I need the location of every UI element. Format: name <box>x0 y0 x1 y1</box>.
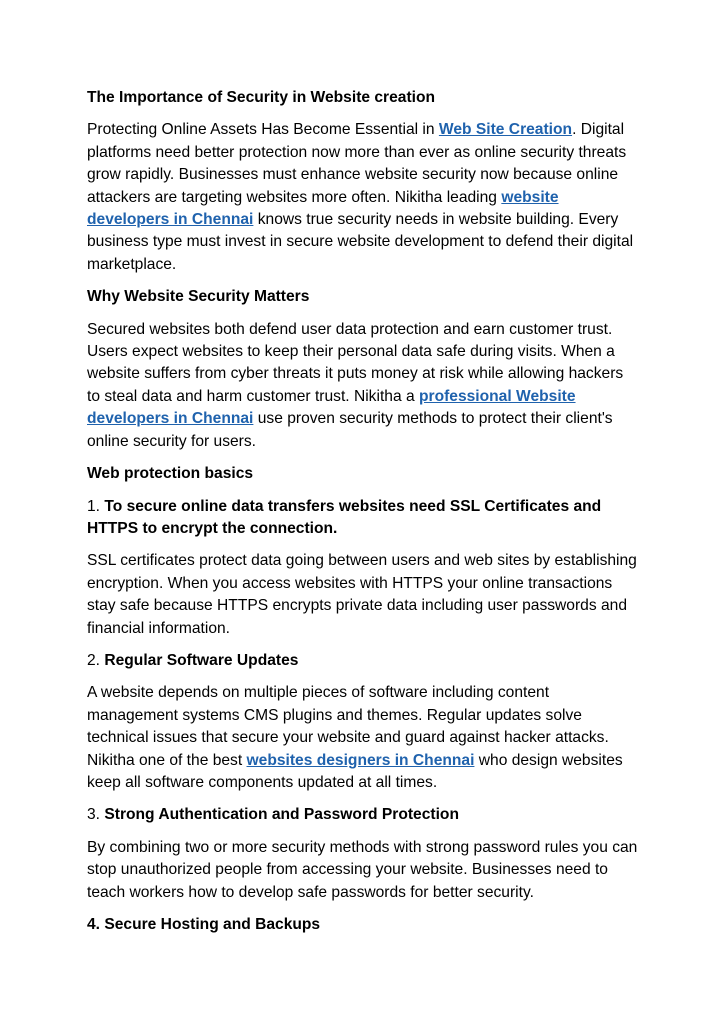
intro-paragraph <box>87 119 640 276</box>
item3-heading <box>87 804 640 826</box>
item2-text-2: who design websites keep all software components updated at all times. <box>87 751 623 791</box>
item2-text-1: A website depends on multiple pieces of software including content management systems CMS plugins and themes. Regular updates solve technical issues that secure your website and guard against hacker attacks. Nikitha one of the best <box>87 684 609 769</box>
why-text-1: Secured websites both defend user data protection and earn customer trust. Users expect websites to keep their personal data safe during visits. When a website suffers from cyber threats it puts money at risk while allowing hackers to steal data and harm customer trust. Nikitha a <box>87 320 624 405</box>
intro-text-1: Protecting Online Assets Has Become Essential in <box>87 121 439 139</box>
item2-heading <box>87 650 640 672</box>
item1-number: 1. <box>87 497 105 515</box>
item1-paragraph: SSL certificates protect data going between users and web sites by establishing encryption. When you access websites with HTTPS your online transactions stay safe because HTTPS encrypts private data including user passwords and financial information. <box>87 552 637 637</box>
item4-heading: 4. Secure Hosting and Backups <box>87 916 321 933</box>
website-developers-chennai-link[interactable]: website developers in Chennai <box>87 188 559 229</box>
professional-developers-link[interactable]: professional Website developers in Chennai <box>87 387 576 428</box>
item1-heading <box>87 496 640 541</box>
item2-number: 2. <box>87 651 105 669</box>
why-security-heading: Why Website Security Matters <box>87 288 310 306</box>
item3-number: 3. <box>87 806 105 824</box>
web-site-creation-link[interactable]: Web Site Creation <box>438 121 573 139</box>
item3-title: Strong Authentication and Password Protection <box>104 806 459 824</box>
why-text-2: use proven security methods to protect their client's online security for users. <box>87 410 613 450</box>
why-security-paragraph <box>87 319 640 453</box>
item2-title: Regular Software Updates <box>104 651 299 669</box>
item1-title: To secure online data transfers websites need SSL Certificates and HTTPS to encrypt the connection. <box>87 497 602 537</box>
intro-text-2: . Digital platforms need better protection now more than ever as online security threats grow rapidly. Businesses must enhance website security now because online attackers are targeting websites more often. Nikitha leading <box>87 121 627 206</box>
item3-paragraph: By combining two or more security methods with strong password rules you can stop unauthorized people from accessing your website. Businesses need to teach workers how to develop safe passwords for better security. <box>87 838 638 901</box>
basics-heading: Web protection basics <box>87 465 254 483</box>
document-title: The Importance of Security in Website creation <box>87 89 436 106</box>
intro-text-3: knows true security needs in website building. Every business type must invest in secure website development to defend their digital marketplace. <box>87 211 634 273</box>
websites-designers-chennai-link[interactable]: websites designers in Chennai <box>246 751 475 769</box>
item2-paragraph <box>87 682 640 794</box>
